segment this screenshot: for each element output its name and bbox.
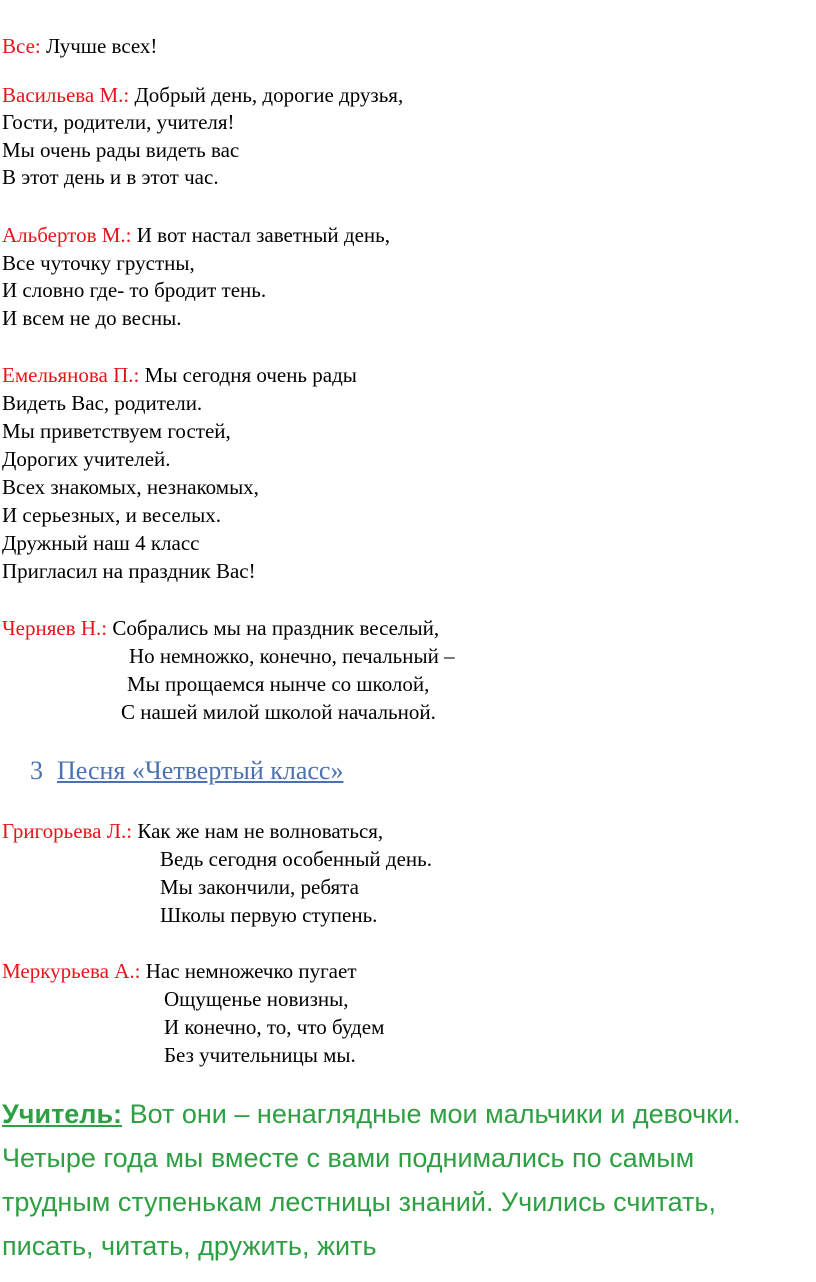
verse-line: Мы приветствуем гостей,	[2, 419, 231, 443]
speaker-label: Васильева М.:	[2, 83, 130, 107]
verse-line: Пригласил на праздник Вас!	[2, 559, 256, 583]
verse-line: Гости, родители, учителя!	[2, 110, 235, 134]
verse-line: Мы закончили, ребята	[160, 875, 359, 899]
teacher-paragraph-line: трудным ступенькам лестницы знаний. Учились считать,	[2, 1187, 716, 1217]
verse-line: И конечно, то, что будем	[164, 1015, 385, 1039]
verse-line	[2, 615, 439, 641]
verse-line	[2, 33, 157, 59]
verse-line: Школы первую ступень.	[160, 903, 378, 927]
verse-text: Добрый день, дорогие друзья,	[134, 83, 404, 107]
verse-line: Дорогих учителей.	[2, 447, 171, 471]
speaker-label: Григорьева Л.:	[2, 819, 133, 843]
verse-line	[2, 82, 403, 108]
verse-text: Как же нам не волноваться,	[137, 819, 384, 843]
speaker-label: Меркурьева А.:	[2, 959, 141, 983]
verse-line: Дружный наш 4 класс	[2, 531, 200, 555]
verse-line	[2, 958, 357, 984]
verse-text: Собрались мы на праздник веселый,	[112, 616, 440, 640]
verse-line	[2, 222, 390, 248]
verse-line: Ведь сегодня особенный день.	[160, 847, 432, 871]
verse-line: В этот день и в этот час.	[2, 165, 219, 189]
teacher-paragraph-line: писать, читать, дружить, жить	[2, 1231, 377, 1261]
verse-line: Всех знакомых, незнакомых,	[2, 475, 259, 499]
verse-line: Но немножко, конечно, печальный –	[129, 644, 455, 668]
verse-line: Ощущенье новизны,	[164, 987, 349, 1011]
speaker-label: Черняев Н.:	[2, 616, 108, 640]
teacher-paragraph-line: Четыре года мы вместе с вами поднимались по самым	[2, 1143, 695, 1173]
verse-line: Все чуточку грустны,	[2, 251, 195, 275]
verse-line: И серьезных, и веселых.	[2, 503, 221, 527]
song-title-link[interactable]: Песня «Четвертый класс»	[57, 756, 344, 785]
speaker-label: Емельянова П.:	[2, 363, 140, 387]
speaker-label: Все:	[2, 34, 41, 58]
verse-line: И словно где- то бродит тень.	[2, 278, 267, 302]
verse-line	[2, 818, 383, 844]
verse-line	[2, 362, 357, 388]
verse-line: С нашей милой школой начальной.	[121, 700, 436, 724]
verse-text: И вот настал заветный день,	[136, 223, 390, 247]
verse-line: Видеть Вас, родители.	[2, 391, 203, 415]
teacher-paragraph-line	[2, 1092, 741, 1136]
verse-line: И всем не до весны.	[2, 306, 182, 330]
verse-text: Лучше всех!	[46, 34, 158, 58]
verse-line: Без учительницы мы.	[164, 1043, 356, 1067]
verse-line: Мы очень рады видеть вас	[2, 138, 240, 162]
speaker-label: Альбертов М.:	[2, 223, 132, 247]
song-heading	[30, 755, 343, 787]
verse-text: Мы сегодня очень рады	[144, 363, 357, 387]
teacher-label: Учитель:	[2, 1099, 123, 1129]
teacher-text: Вот они – ненаглядные мои мальчики и девочки.	[129, 1099, 741, 1129]
song-number: 3	[30, 756, 43, 785]
verse-line: Мы прощаемся нынче со школой,	[127, 672, 430, 696]
verse-text: Нас немножечко пугает	[145, 959, 357, 983]
